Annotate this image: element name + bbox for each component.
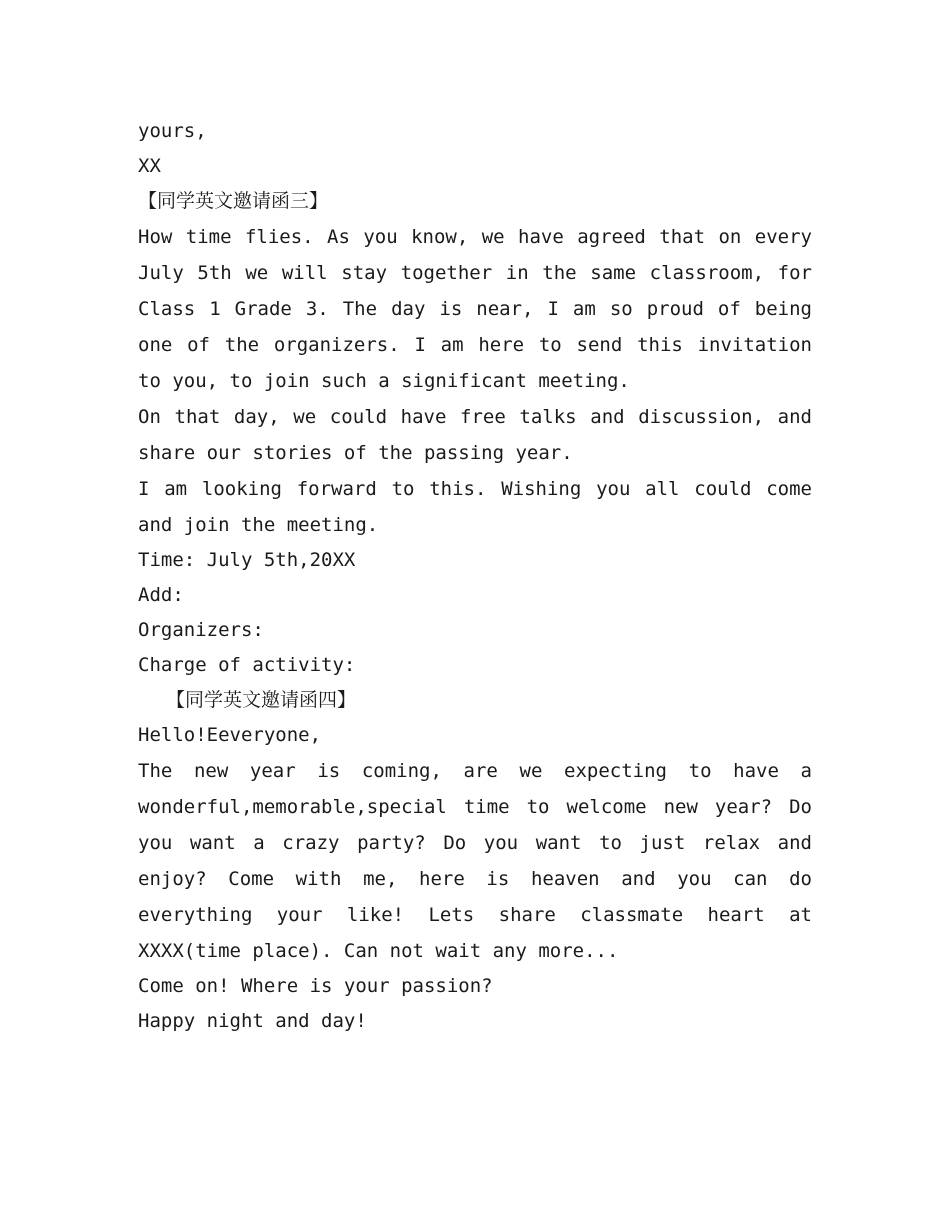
section4-paragraph: The new year is coming, are we expecting to have a wonderful,memorable,special time to welcome new year? Do you want a crazy party? Do you want to just relax and enjoy? Come with me, here is heaven and you can do everything your like! Lets share classmate heart at XXXX(time place). Can not wait any more... [138, 760, 812, 962]
section4-line-2: Happy night and day! [138, 1010, 367, 1032]
section-heading-4: 【同学英文邀请函四】 [166, 689, 357, 711]
section3-paragraph-2: On that day, we could have free talks and discussion, and share our stories of the passing year. [138, 406, 812, 464]
document-body [138, 114, 812, 1039]
section4-greeting: Hello!Eeveryone, [138, 724, 322, 746]
closing-signature: XX [138, 155, 161, 177]
event-organizers: Organizers: [138, 619, 264, 641]
section-heading-3: 【同学英文邀请函三】 [138, 190, 329, 212]
event-time: Time: July 5th,20XX [138, 549, 356, 571]
event-charge: Charge of activity: [138, 654, 356, 676]
section3-paragraph-1: How time flies. As you know, we have agreed that on every July 5th we will stay together in the same classroom, for Class 1 Grade 3. The day is near, I am so proud of being one of the organizers. I am here to send this invitation to you, to join such a significant meeting. [138, 226, 812, 392]
event-address: Add: [138, 584, 184, 606]
section4-line-1: Come on! Where is your passion? [138, 975, 493, 997]
closing-yours: yours, [138, 120, 207, 142]
section3-paragraph-3: I am looking forward to this. Wishing you all could come and join the meeting. [138, 478, 812, 536]
